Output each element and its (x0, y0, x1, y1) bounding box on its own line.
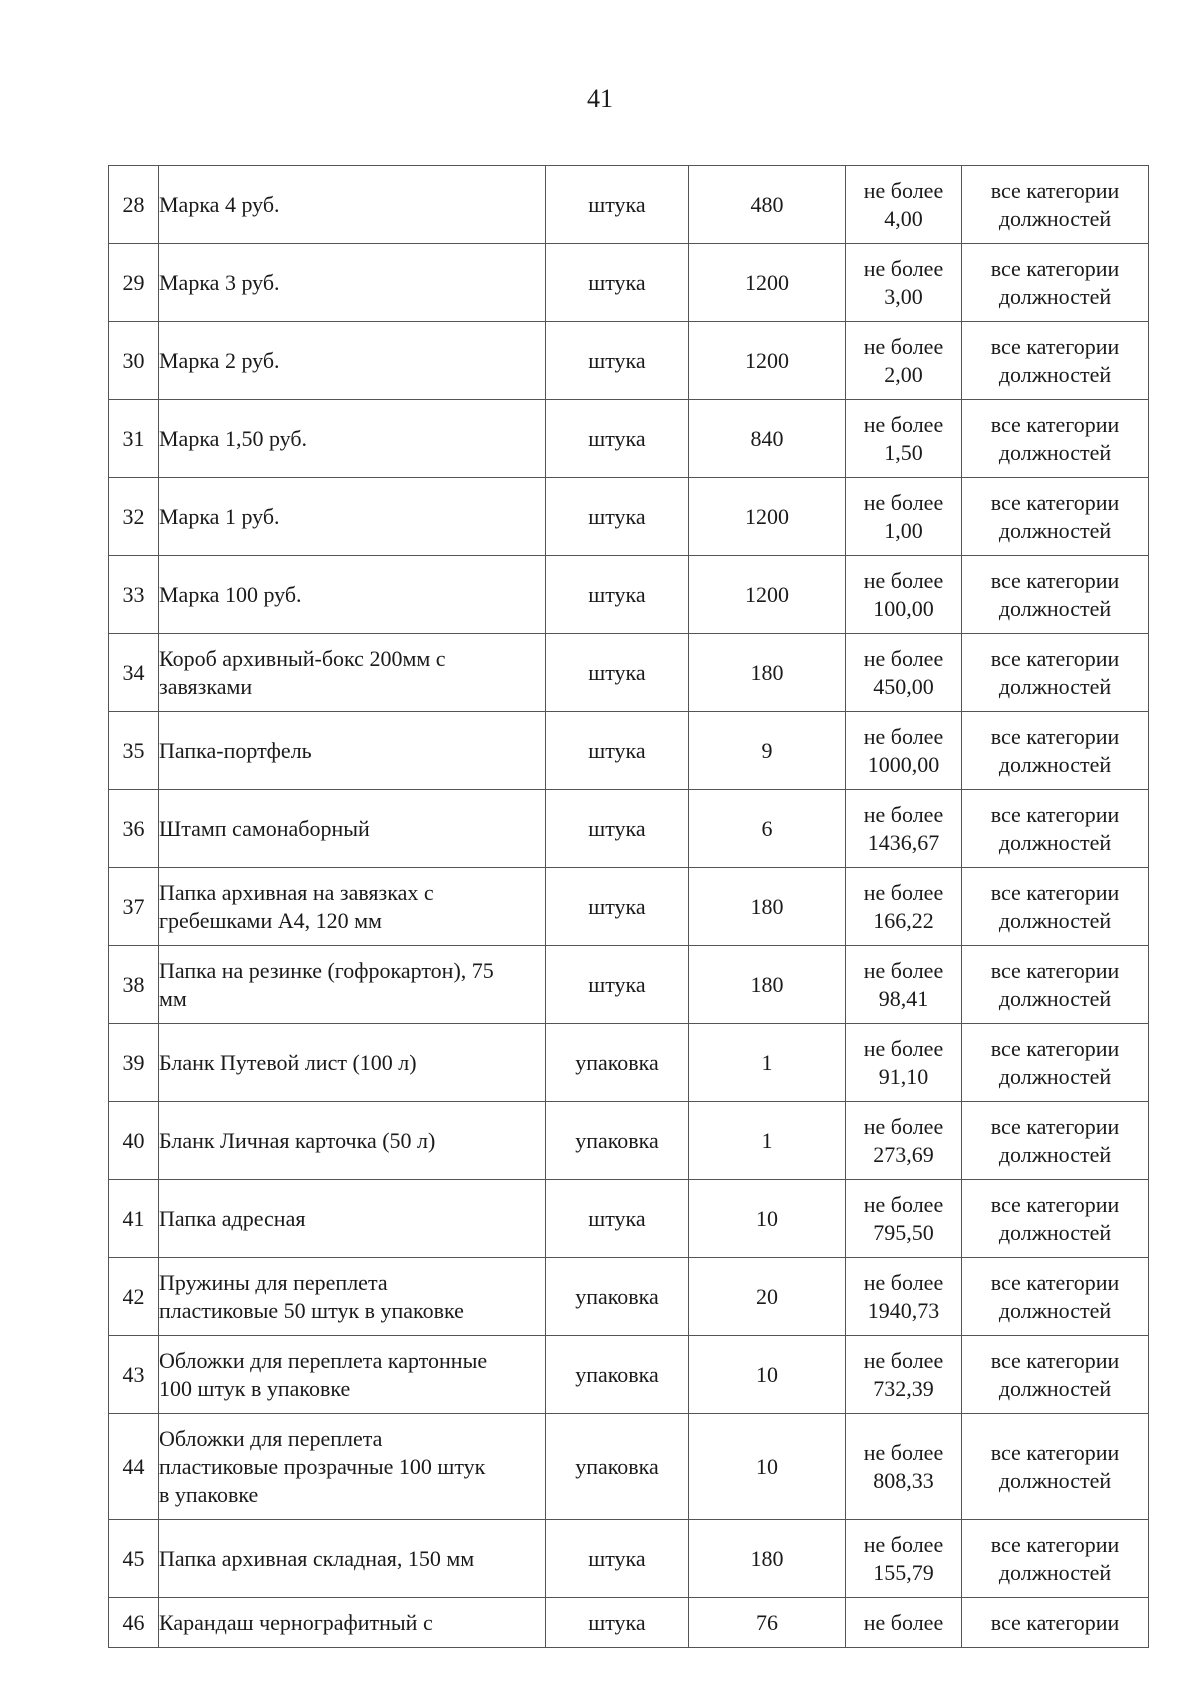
row-number: 30 (109, 322, 159, 400)
item-name: Марка 2 руб. (159, 322, 546, 400)
quantity: 1200 (689, 244, 846, 322)
item-name: Пружины для переплета пластиковые 50 штук в упаковке (159, 1258, 546, 1336)
unit-of-measure: штука (546, 634, 689, 712)
row-number: 37 (109, 868, 159, 946)
unit-of-measure: штука (546, 556, 689, 634)
price-limit: не более 91,10 (846, 1024, 962, 1102)
unit-of-measure: штука (546, 868, 689, 946)
item-name: Папка архивная складная, 150 мм (159, 1520, 546, 1598)
position-category: все категории должностей (962, 946, 1149, 1024)
position-category: все категории должностей (962, 1102, 1149, 1180)
price-limit: не более 795,50 (846, 1180, 962, 1258)
quantity: 180 (689, 946, 846, 1024)
row-number: 29 (109, 244, 159, 322)
quantity: 840 (689, 400, 846, 478)
quantity: 76 (689, 1598, 846, 1648)
item-name: Марка 3 руб. (159, 244, 546, 322)
table-row (109, 322, 1149, 400)
item-name: Короб архивный-бокс 200мм с завязками (159, 634, 546, 712)
unit-of-measure: штука (546, 1180, 689, 1258)
quantity: 1200 (689, 556, 846, 634)
quantity: 10 (689, 1414, 846, 1520)
item-name: Штамп самонаборный (159, 790, 546, 868)
price-limit: не более 1436,67 (846, 790, 962, 868)
price-limit: не более 155,79 (846, 1520, 962, 1598)
item-name: Обложки для переплета пластиковые прозрачные 100 штук в упаковке (159, 1414, 546, 1520)
table-row (109, 868, 1149, 946)
price-limit: не более 4,00 (846, 166, 962, 244)
table-row (109, 400, 1149, 478)
norms-table (108, 165, 1149, 1648)
quantity: 20 (689, 1258, 846, 1336)
table-row (109, 946, 1149, 1024)
table-row (109, 1520, 1149, 1598)
quantity: 10 (689, 1336, 846, 1414)
position-category: все категории должностей (962, 790, 1149, 868)
unit-of-measure: упаковка (546, 1336, 689, 1414)
price-limit: не более 1000,00 (846, 712, 962, 790)
row-number: 38 (109, 946, 159, 1024)
unit-of-measure: штука (546, 1598, 689, 1648)
row-number: 31 (109, 400, 159, 478)
item-name: Папка архивная на завязках с гребешками А4, 120 мм (159, 868, 546, 946)
table-row (109, 556, 1149, 634)
table-row (109, 1024, 1149, 1102)
table-row (109, 1336, 1149, 1414)
item-name: Папка адресная (159, 1180, 546, 1258)
quantity: 1 (689, 1102, 846, 1180)
price-limit: не более 1,50 (846, 400, 962, 478)
price-limit: не более 450,00 (846, 634, 962, 712)
unit-of-measure: штука (546, 712, 689, 790)
unit-of-measure: штука (546, 478, 689, 556)
unit-of-measure: штука (546, 400, 689, 478)
item-name: Марка 1,50 руб. (159, 400, 546, 478)
position-category: все категории должностей (962, 556, 1149, 634)
page-number: 41 (587, 84, 613, 113)
price-limit: не более 100,00 (846, 556, 962, 634)
position-category: все категории должностей (962, 400, 1149, 478)
unit-of-measure: штука (546, 244, 689, 322)
price-limit: не более 1,00 (846, 478, 962, 556)
quantity: 180 (689, 1520, 846, 1598)
position-category: все категории должностей (962, 634, 1149, 712)
quantity: 1200 (689, 322, 846, 400)
position-category: все категории (962, 1598, 1149, 1648)
row-number: 33 (109, 556, 159, 634)
unit-of-measure: упаковка (546, 1414, 689, 1520)
row-number: 40 (109, 1102, 159, 1180)
unit-of-measure: штука (546, 946, 689, 1024)
price-limit: не более 273,69 (846, 1102, 962, 1180)
unit-of-measure: штука (546, 166, 689, 244)
price-limit: не более 732,39 (846, 1336, 962, 1414)
position-category: все категории должностей (962, 1180, 1149, 1258)
unit-of-measure: упаковка (546, 1258, 689, 1336)
position-category: все категории должностей (962, 244, 1149, 322)
unit-of-measure: упаковка (546, 1102, 689, 1180)
row-number: 42 (109, 1258, 159, 1336)
quantity: 10 (689, 1180, 846, 1258)
position-category: все категории должностей (962, 166, 1149, 244)
row-number: 39 (109, 1024, 159, 1102)
item-name: Папка на резинке (гофрокартон), 75 мм (159, 946, 546, 1024)
table-row (109, 790, 1149, 868)
table-row (109, 244, 1149, 322)
position-category: все категории должностей (962, 1258, 1149, 1336)
item-name: Карандаш чернографитный с (159, 1598, 546, 1648)
item-name: Марка 4 руб. (159, 166, 546, 244)
price-limit: не более 98,41 (846, 946, 962, 1024)
row-number: 35 (109, 712, 159, 790)
table-row (109, 1180, 1149, 1258)
price-limit: не более 3,00 (846, 244, 962, 322)
row-number: 32 (109, 478, 159, 556)
quantity: 180 (689, 868, 846, 946)
item-name: Марка 1 руб. (159, 478, 546, 556)
row-number: 34 (109, 634, 159, 712)
quantity: 9 (689, 712, 846, 790)
row-number: 44 (109, 1414, 159, 1520)
position-category: все категории должностей (962, 1414, 1149, 1520)
price-limit: не более 808,33 (846, 1414, 962, 1520)
table-row (109, 1414, 1149, 1520)
position-category: все категории должностей (962, 868, 1149, 946)
position-category: все категории должностей (962, 1520, 1149, 1598)
item-name: Бланк Личная карточка (50 л) (159, 1102, 546, 1180)
quantity: 480 (689, 166, 846, 244)
item-name: Бланк Путевой лист (100 л) (159, 1024, 546, 1102)
table-row (109, 1598, 1149, 1648)
unit-of-measure: штука (546, 790, 689, 868)
row-number: 36 (109, 790, 159, 868)
unit-of-measure: штука (546, 1520, 689, 1598)
table-row (109, 478, 1149, 556)
row-number: 41 (109, 1180, 159, 1258)
item-name: Марка 100 руб. (159, 556, 546, 634)
table-row (109, 1102, 1149, 1180)
quantity: 1200 (689, 478, 846, 556)
table-row (109, 634, 1149, 712)
row-number: 46 (109, 1598, 159, 1648)
position-category: все категории должностей (962, 1336, 1149, 1414)
table-row (109, 712, 1149, 790)
item-name: Папка-портфель (159, 712, 546, 790)
price-limit: не более 1940,73 (846, 1258, 962, 1336)
table-row (109, 1258, 1149, 1336)
table-row (109, 166, 1149, 244)
table-body (109, 166, 1149, 1648)
price-limit: не более (846, 1598, 962, 1648)
price-limit: не более 2,00 (846, 322, 962, 400)
position-category: все категории должностей (962, 478, 1149, 556)
quantity: 6 (689, 790, 846, 868)
unit-of-measure: штука (546, 322, 689, 400)
position-category: все категории должностей (962, 322, 1149, 400)
item-name: Обложки для переплета картонные 100 штук в упаковке (159, 1336, 546, 1414)
position-category: все категории должностей (962, 712, 1149, 790)
row-number: 43 (109, 1336, 159, 1414)
row-number: 28 (109, 166, 159, 244)
unit-of-measure: упаковка (546, 1024, 689, 1102)
quantity: 1 (689, 1024, 846, 1102)
price-limit: не более 166,22 (846, 868, 962, 946)
row-number: 45 (109, 1520, 159, 1598)
quantity: 180 (689, 634, 846, 712)
position-category: все категории должностей (962, 1024, 1149, 1102)
